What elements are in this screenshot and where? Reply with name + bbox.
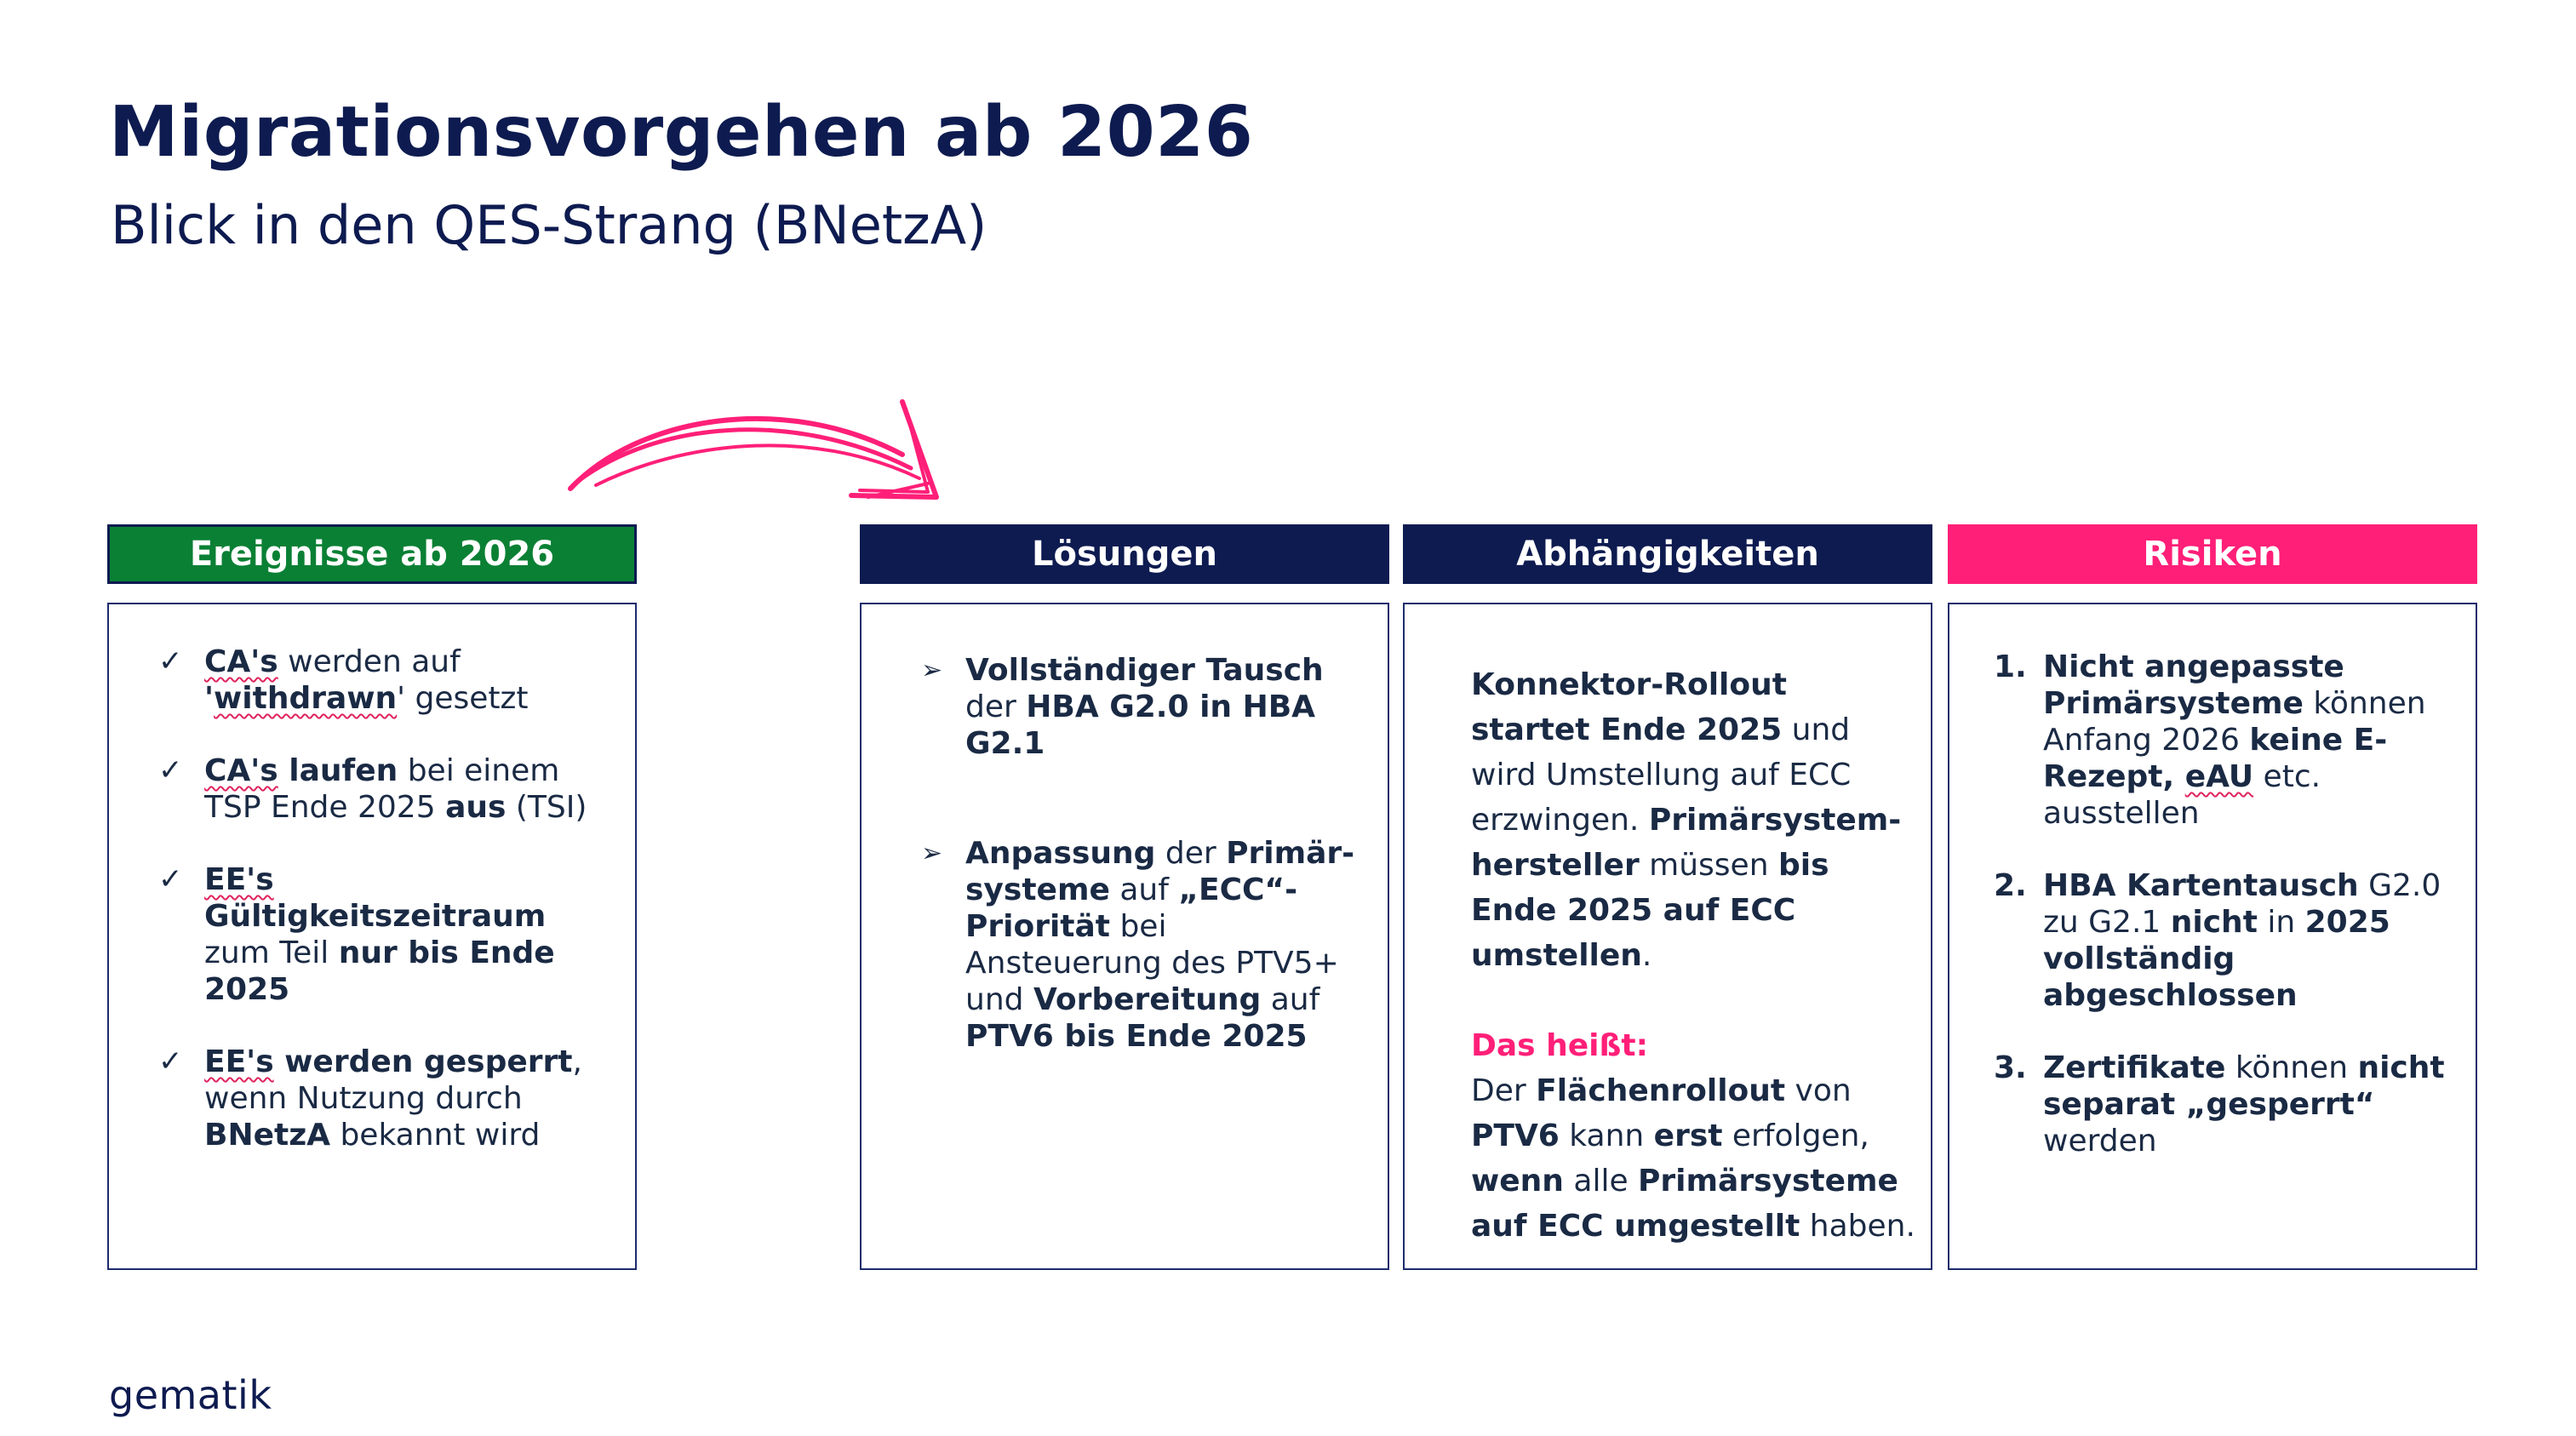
checkmark-icon: ✓ [158, 753, 183, 787]
solutions-list [862, 652, 1388, 1055]
panel-events [107, 603, 637, 1270]
page-subtitle: Blick in den QES-Strang (BNetzA) [111, 194, 987, 256]
list-item: ✓ CA's werden auf 'withdrawn' gesetzt [158, 644, 529, 716]
arrowhead-bullet-icon: ➢ [921, 838, 943, 868]
dependencies-label: Das heißt: [1471, 1028, 1649, 1063]
dependencies-paragraph: Der Flächenrollout von PTV6 kann erst erfolgen, wenn alle Primärsysteme auf ECC umgestellt haben. [1471, 1073, 1915, 1244]
panel-solutions [860, 603, 1389, 1270]
list-item: 2. HBA Kartentausch G2.0 zu G2.1 nicht in 2025 vollständig abgeschlossen [1994, 868, 2441, 1013]
list-item: ✓ CA's laufen bei einem TSP Ende 2025 aus (TSI) [158, 753, 587, 825]
list-item: ✓ EE's Gültigkeitszeitraum zum Teil nur bis Ende 2025 [158, 862, 555, 1007]
list-item: ➢ Anpassung der Primär-systeme auf „ECC“-Priorität bei Ansteuerung des PTV5+ und Vorbereitung auf PTV6 bis Ende 2025 [921, 836, 1355, 1054]
dependencies-paragraph: Konnektor-Rollout startet Ende 2025 und wird Umstellung auf ECC erzwingen. Primärsystem-hersteller müssen bis Ende 2025 auf ECC umstellen. [1471, 667, 1902, 973]
events-list [109, 644, 635, 1189]
gematik-logo: gematik [109, 1372, 272, 1418]
list-item: ➢ Vollständiger Tausch der HBA G2.0 in HBA G2.1 [921, 653, 1324, 761]
list-item: ✓ EE's werden gesperrt, wenn Nutzung durch BNetzA bekannt wird [158, 1044, 582, 1153]
header-dependencies: Abhängigkeiten [1403, 524, 1932, 584]
risks-list [1949, 649, 2476, 1195]
list-number: 3. [1994, 1050, 2027, 1085]
dependencies-text [1471, 662, 1915, 1249]
hand-drawn-arrow-icon [562, 383, 953, 511]
page-title: Migrationsvorgehen ab 2026 [109, 92, 1254, 173]
header-risks: Risiken [1948, 524, 2477, 584]
list-number: 1. [1994, 649, 2027, 684]
header-events: Ereignisse ab 2026 [107, 524, 637, 584]
list-item: 1. Nicht angepasste Primärsysteme können Anfang 2026 keine E-Rezept, eAU etc. ausstellen [1994, 649, 2426, 831]
list-item: 3. Zertifikate können nicht separat „gesperrt“ werden [1994, 1050, 2445, 1159]
arrowhead-bullet-icon: ➢ [921, 655, 943, 685]
list-number: 2. [1994, 868, 2027, 903]
header-solutions: Lösungen [860, 524, 1389, 584]
panel-risks [1948, 603, 2477, 1270]
checkmark-icon: ✓ [158, 1044, 183, 1078]
checkmark-icon: ✓ [158, 862, 183, 896]
checkmark-icon: ✓ [158, 644, 183, 678]
panel-dependencies [1403, 603, 1932, 1270]
